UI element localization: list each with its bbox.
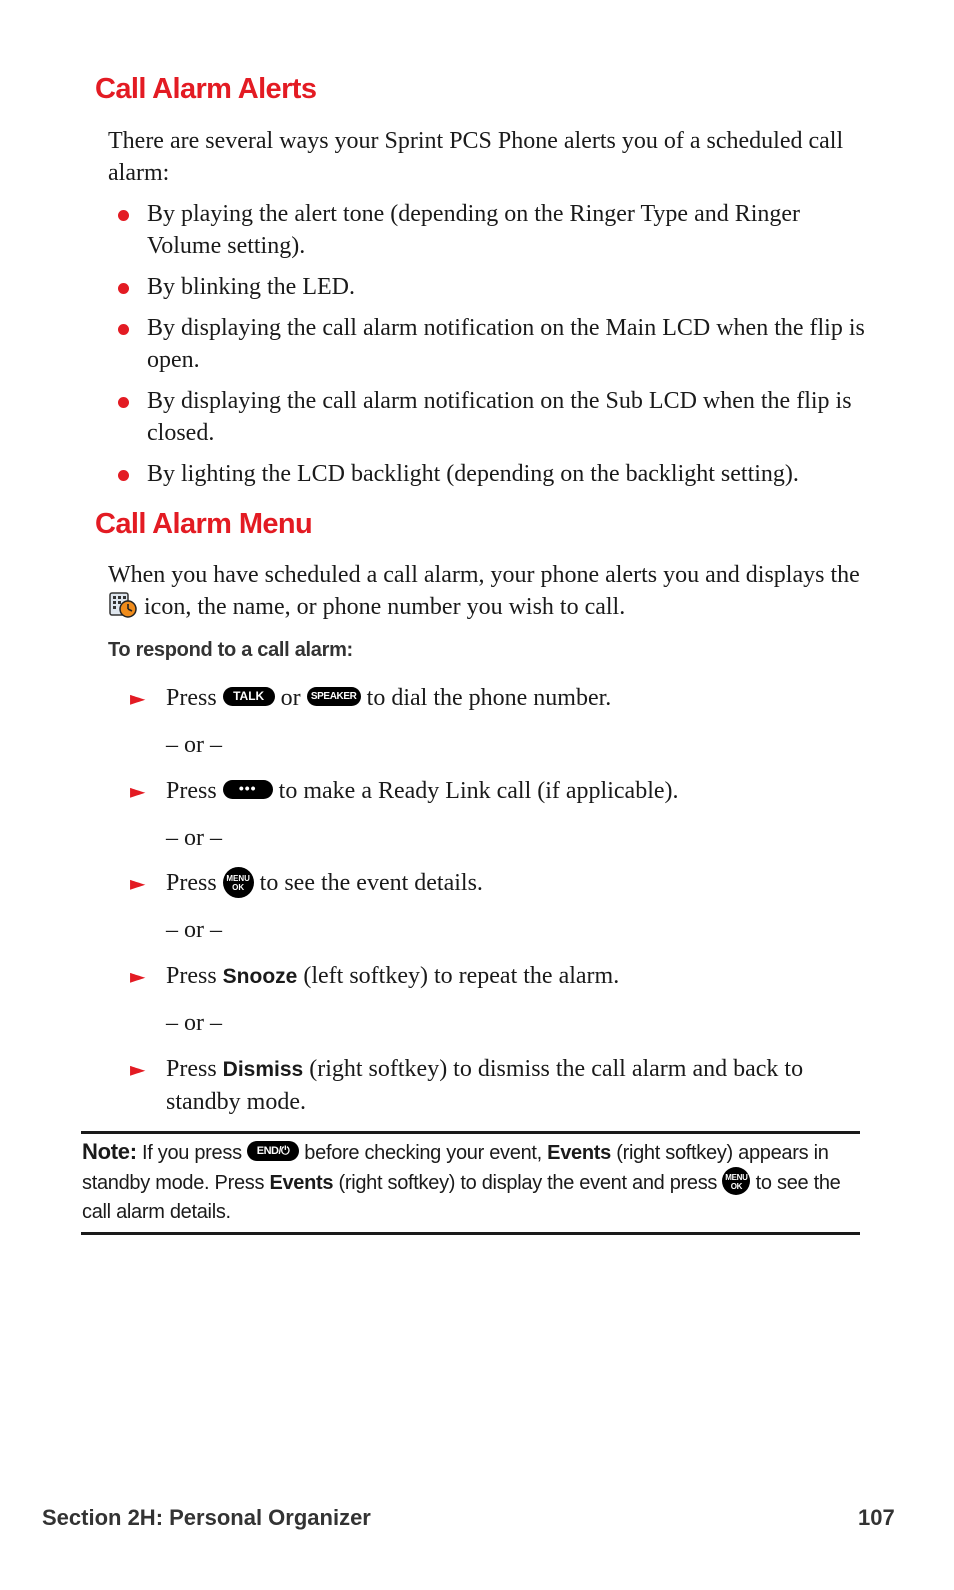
bullet-dot-icon [118, 210, 129, 221]
step-ready-link: ► Press ••• to make a Ready Link call (if applicable). [130, 775, 860, 808]
alerts-list-item: By displaying the call alarm notification on the Main LCD when the flip is open. [108, 312, 868, 376]
step-arrow-icon: ► [130, 686, 146, 710]
step-arrow-icon: ► [130, 1057, 146, 1081]
end-key: END/⏻ [247, 1141, 299, 1161]
events-keyword: Events [269, 1171, 334, 1194]
events-keyword: Events [547, 1142, 611, 1164]
respond-subhead: To respond to a call alarm: [108, 639, 353, 661]
menu-ok-key: MENU OK [722, 1167, 750, 1195]
bullet-dot-icon [118, 397, 129, 408]
dismiss-keyword: Dismiss [222, 1058, 304, 1081]
or-separator: – or – [166, 917, 222, 943]
or-separator: – or – [166, 1010, 222, 1036]
alerts-intro: There are several ways your Sprint PCS Phone alerts you of a scheduled call alarm: [108, 128, 844, 186]
step-event-details: ► Press MENU OK to see the event details. [130, 867, 860, 900]
menu-ok-key: MENU OK [223, 867, 254, 898]
step-arrow-icon: ► [130, 779, 146, 803]
step-arrow-icon: ► [130, 964, 146, 988]
talk-key: TALK [223, 687, 275, 706]
note-box: Note: If you press END/⏻ before checking your event, Events (right softkey) appears in standby mode. Press Events (right softkey) to display the event and press MENU OK to see the call alarm details. [82, 1139, 841, 1223]
footer-section-title: Section 2H: Personal Organizer [42, 1505, 371, 1530]
step-arrow-icon: ► [130, 871, 146, 895]
menu-intro: When you have scheduled a call alarm, your phone alerts you and displays the icon, the name, or phone number you wish to call. [108, 562, 860, 620]
ready-link-key: ••• [223, 780, 273, 799]
call-alarm-icon [108, 590, 138, 620]
note-bottom-rule [81, 1232, 860, 1235]
section-title-call-alarm-alerts: Call Alarm Alerts [95, 73, 317, 105]
alerts-list-item: By playing the alert tone (depending on the Ringer Type and Ringer Volume setting). [108, 198, 868, 262]
alerts-list-item: By blinking the LED. [108, 271, 868, 303]
bullet-dot-icon [118, 470, 129, 481]
note-label: Note: [82, 1139, 137, 1164]
speaker-key: SPEAKER [307, 687, 361, 706]
alerts-list-item: By lighting the LCD backlight (depending on the backlight setting). [108, 458, 868, 490]
page-number: 107 [858, 1505, 895, 1530]
snooze-keyword: Snooze [222, 965, 298, 988]
or-separator: – or – [166, 825, 222, 851]
step-snooze: ► Press Snooze (left softkey) to repeat the alarm. [130, 960, 860, 993]
note-top-rule [81, 1131, 860, 1134]
bullet-dot-icon [118, 324, 129, 335]
or-separator: – or – [166, 732, 222, 758]
step-dial: ► Press TALK or SPEAKER to dial the phone number. [130, 682, 860, 715]
bullet-dot-icon [118, 283, 129, 294]
alerts-list [108, 198, 868, 490]
alerts-list-item: By displaying the call alarm notification on the Sub LCD when the flip is closed. [108, 385, 868, 449]
step-dismiss: ► Press Dismiss (right softkey) to dismiss the call alarm and back to standby mode. [130, 1053, 860, 1119]
section-title-call-alarm-menu: Call Alarm Menu [95, 508, 313, 540]
